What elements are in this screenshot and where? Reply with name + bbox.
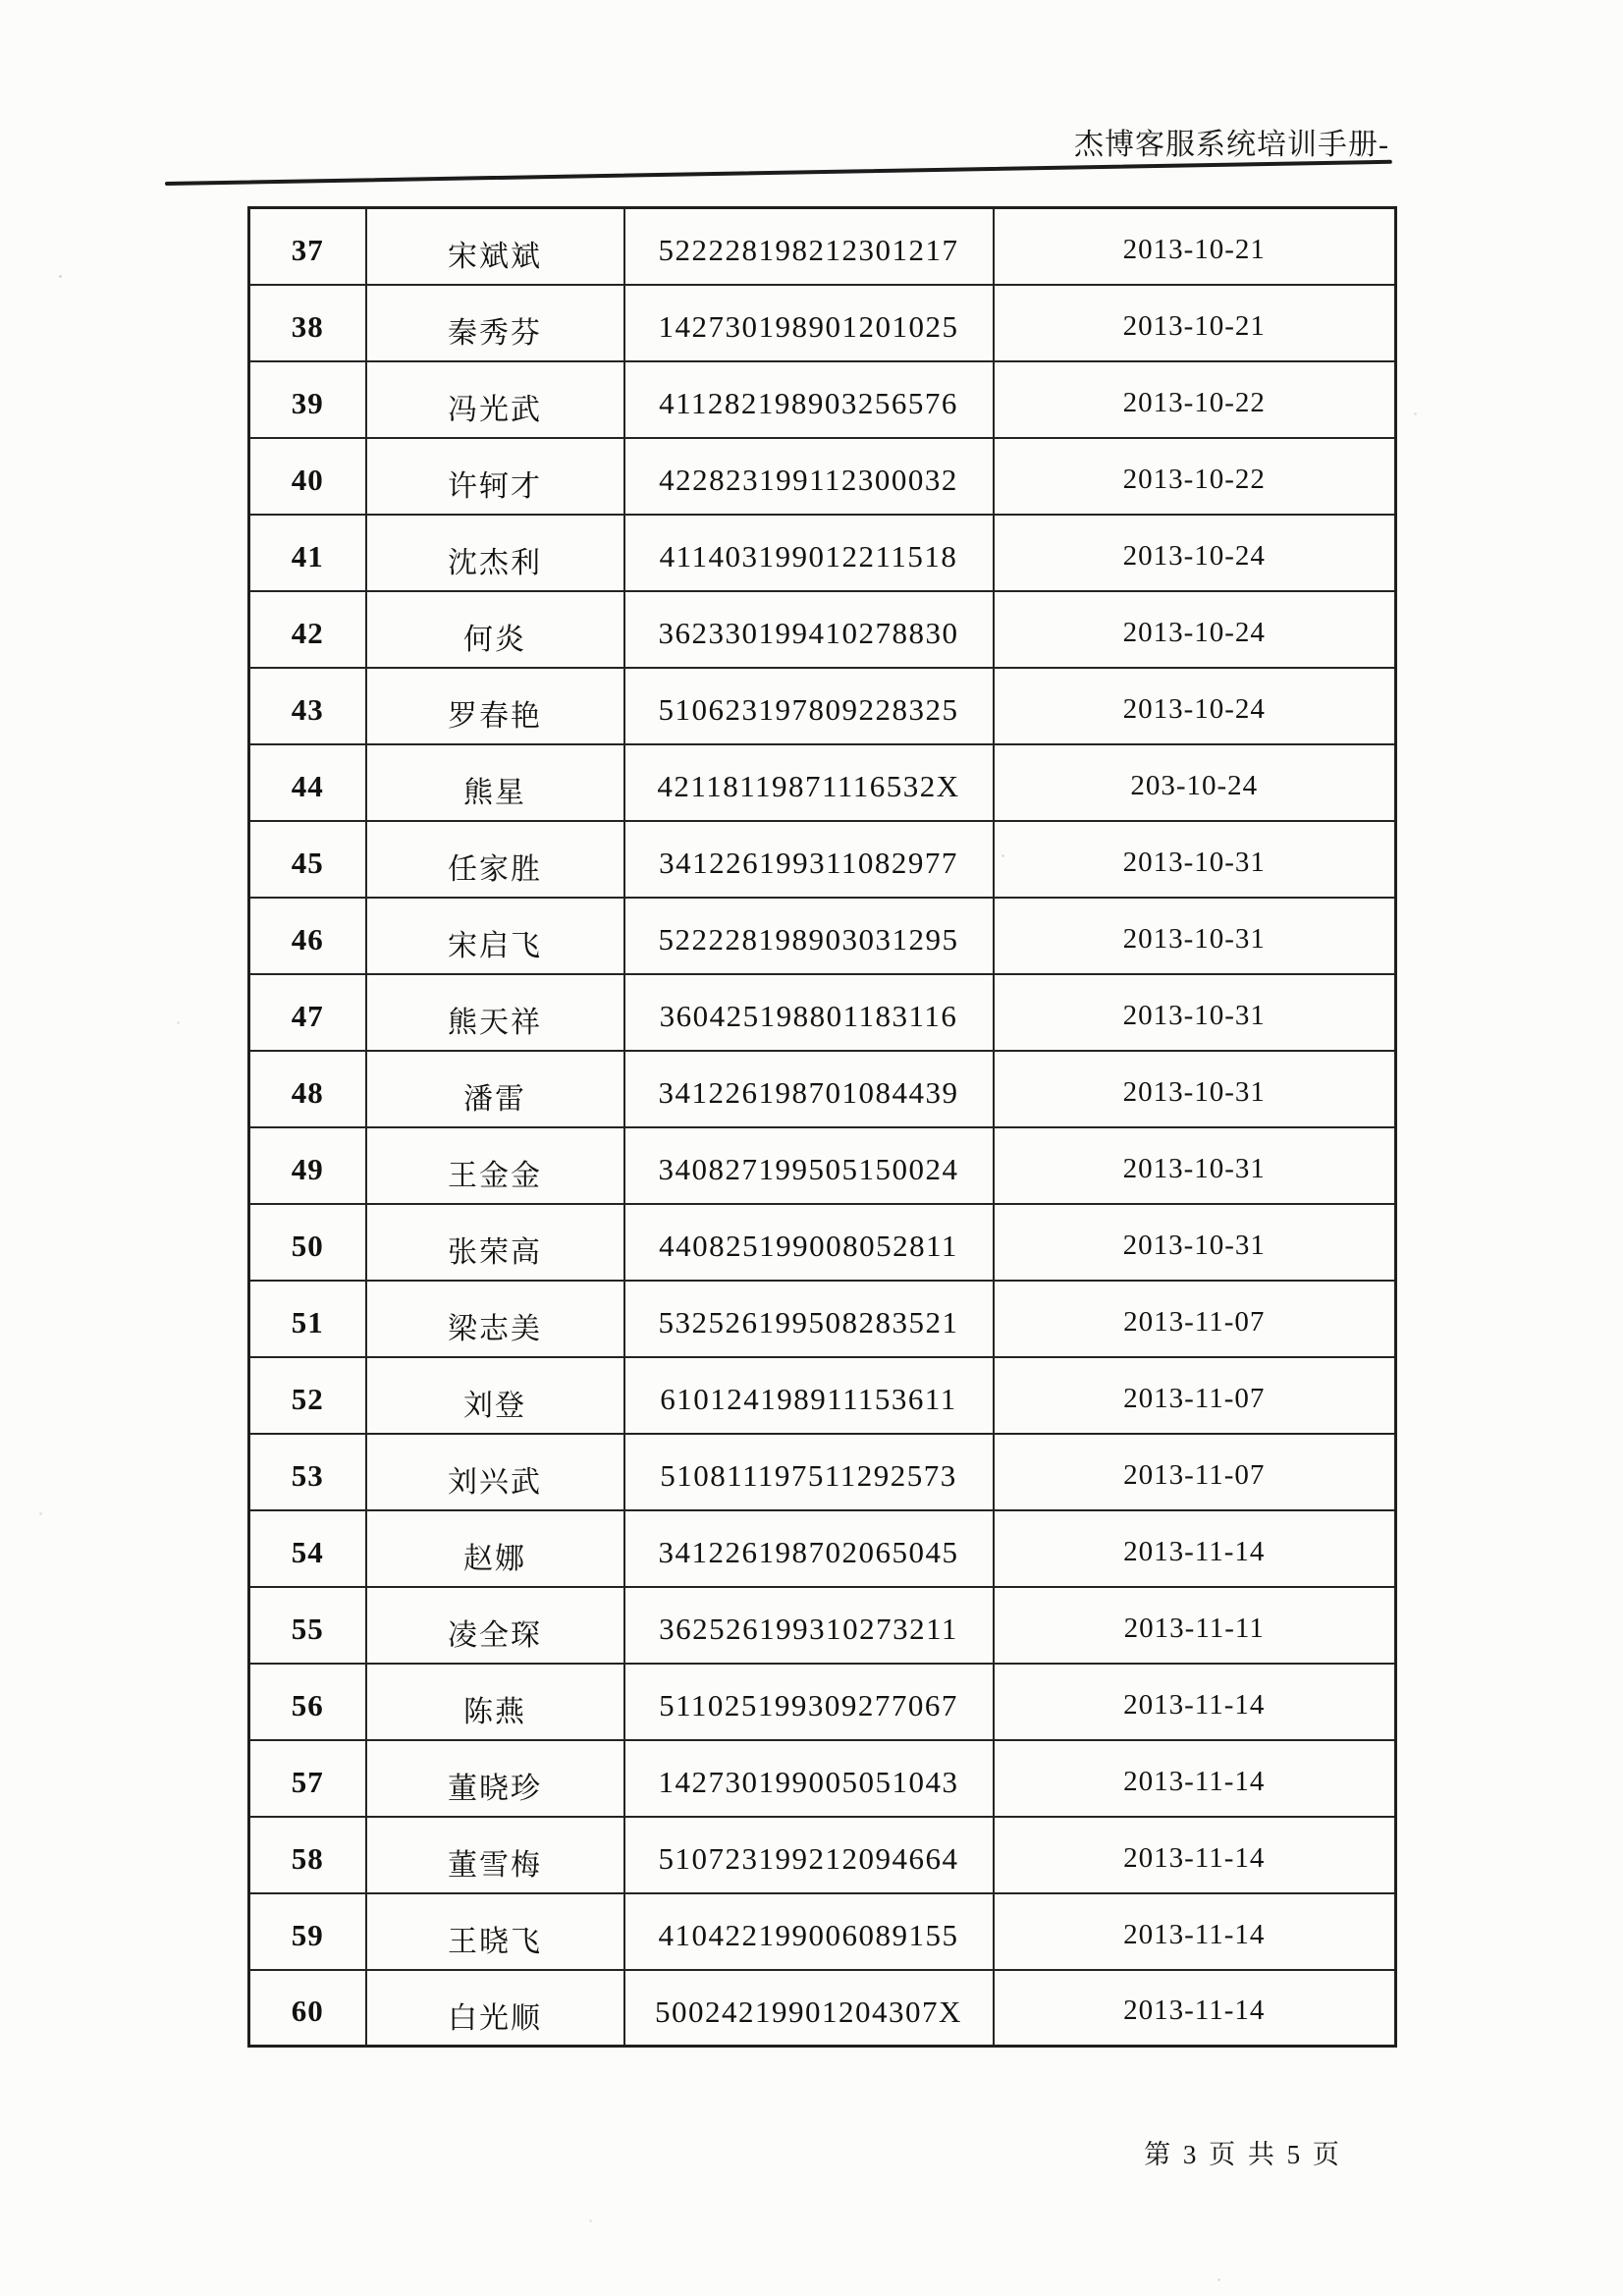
roster-table-body: [249, 208, 1396, 2047]
table-row: [249, 1664, 1396, 1740]
cell-id: 50024219901204307X: [624, 1970, 994, 2047]
cell-date: 2013-11-14: [994, 1664, 1396, 1740]
cell-no: 51: [249, 1281, 366, 1357]
cell-name: 白光顺: [366, 1970, 624, 2047]
table-row: [249, 668, 1396, 744]
cell-name: 陈燕: [366, 1664, 624, 1740]
cell-id: 362526199310273211: [624, 1587, 994, 1664]
scan-speckle: [59, 275, 62, 278]
cell-name: 何炎: [366, 591, 624, 668]
table-row: [249, 1587, 1396, 1664]
cell-no: 41: [249, 515, 366, 591]
cell-date: 2013-10-31: [994, 974, 1396, 1051]
table-row: [249, 1434, 1396, 1510]
cell-name: 董雪梅: [366, 1817, 624, 1893]
cell-name: 王晓飞: [366, 1893, 624, 1970]
table-row: [249, 1970, 1396, 2047]
cell-no: 50: [249, 1204, 366, 1281]
table-row: [249, 285, 1396, 361]
cell-no: 60: [249, 1970, 366, 2047]
table-row: [249, 1893, 1396, 1970]
cell-no: 44: [249, 744, 366, 821]
cell-id: 410422199006089155: [624, 1893, 994, 1970]
cell-name: 潘雷: [366, 1051, 624, 1127]
cell-date: 203-10-24: [994, 744, 1396, 821]
cell-id: 341226198702065045: [624, 1510, 994, 1587]
cell-name: 罗春艳: [366, 668, 624, 744]
cell-id: 532526199508283521: [624, 1281, 994, 1357]
cell-date: 2013-10-31: [994, 1204, 1396, 1281]
cell-id: 510623197809228325: [624, 668, 994, 744]
cell-date: 2013-10-24: [994, 668, 1396, 744]
cell-name: 凌全琛: [366, 1587, 624, 1664]
table-row: [249, 974, 1396, 1051]
cell-date: 2013-11-14: [994, 1740, 1396, 1817]
cell-id: 341226199311082977: [624, 821, 994, 898]
table-row: [249, 438, 1396, 515]
cell-id: 142730199005051043: [624, 1740, 994, 1817]
cell-no: 42: [249, 591, 366, 668]
table-row: [249, 515, 1396, 591]
cell-name: 秦秀芬: [366, 285, 624, 361]
cell-name: 熊天祥: [366, 974, 624, 1051]
cell-date: 2013-11-14: [994, 1970, 1396, 2047]
cell-id: 522228198903031295: [624, 898, 994, 974]
cell-no: 45: [249, 821, 366, 898]
table-row: [249, 1281, 1396, 1357]
cell-name: 沈杰利: [366, 515, 624, 591]
cell-date: 2013-10-24: [994, 515, 1396, 591]
cell-date: 2013-11-07: [994, 1281, 1396, 1357]
cell-id: 610124198911153611: [624, 1357, 994, 1434]
cell-id: 411282198903256576: [624, 361, 994, 438]
table-row: [249, 898, 1396, 974]
table-row: [249, 1127, 1396, 1204]
cell-name: 宋斌斌: [366, 208, 624, 285]
cell-date: 2013-11-14: [994, 1510, 1396, 1587]
cell-no: 37: [249, 208, 366, 285]
table-row: [249, 1817, 1396, 1893]
table-row: [249, 1740, 1396, 1817]
cell-date: 2013-11-07: [994, 1357, 1396, 1434]
table-row: [249, 591, 1396, 668]
cell-no: 53: [249, 1434, 366, 1510]
cell-id: 362330199410278830: [624, 591, 994, 668]
cell-no: 56: [249, 1664, 366, 1740]
table-row: [249, 1204, 1396, 1281]
cell-id: 511025199309277067: [624, 1664, 994, 1740]
cell-name: 宋启飞: [366, 898, 624, 974]
table-row: [249, 744, 1396, 821]
table-row: [249, 1051, 1396, 1127]
cell-name: 刘登: [366, 1357, 624, 1434]
cell-no: 49: [249, 1127, 366, 1204]
page-number-footer: 第 3 页 共 5 页: [1144, 2140, 1342, 2169]
cell-no: 57: [249, 1740, 366, 1817]
cell-name: 刘兴武: [366, 1434, 624, 1510]
cell-id: 422823199112300032: [624, 438, 994, 515]
cell-no: 46: [249, 898, 366, 974]
table-row: [249, 821, 1396, 898]
cell-date: 2013-10-22: [994, 438, 1396, 515]
document-header-title: 杰博客服系统培训手册-: [1074, 129, 1389, 161]
cell-date: 2013-10-31: [994, 1051, 1396, 1127]
cell-date: 2013-11-07: [994, 1434, 1396, 1510]
cell-no: 40: [249, 438, 366, 515]
cell-name: 董晓珍: [366, 1740, 624, 1817]
cell-name: 赵娜: [366, 1510, 624, 1587]
cell-date: 2013-10-24: [994, 591, 1396, 668]
cell-name: 冯光武: [366, 361, 624, 438]
cell-date: 2013-11-14: [994, 1893, 1396, 1970]
cell-id: 510723199212094664: [624, 1817, 994, 1893]
cell-name: 熊星: [366, 744, 624, 821]
cell-date: 2013-10-31: [994, 821, 1396, 898]
cell-no: 47: [249, 974, 366, 1051]
roster-table: [247, 206, 1397, 2048]
cell-date: 2013-11-14: [994, 1817, 1396, 1893]
cell-name: 任家胜: [366, 821, 624, 898]
cell-id: 341226198701084439: [624, 1051, 994, 1127]
cell-no: 39: [249, 361, 366, 438]
cell-date: 2013-10-22: [994, 361, 1396, 438]
cell-no: 54: [249, 1510, 366, 1587]
cell-no: 52: [249, 1357, 366, 1434]
cell-id: 42118119871116532X: [624, 744, 994, 821]
table-row: [249, 208, 1396, 285]
cell-no: 38: [249, 285, 366, 361]
table-row: [249, 1510, 1396, 1587]
cell-no: 55: [249, 1587, 366, 1664]
cell-name: 梁志美: [366, 1281, 624, 1357]
cell-id: 142730198901201025: [624, 285, 994, 361]
cell-id: 510811197511292573: [624, 1434, 994, 1510]
cell-id: 522228198212301217: [624, 208, 994, 285]
cell-date: 2013-10-21: [994, 208, 1396, 285]
cell-id: 360425198801183116: [624, 974, 994, 1051]
cell-id: 440825199008052811: [624, 1204, 994, 1281]
cell-name: 王金金: [366, 1127, 624, 1204]
cell-id: 411403199012211518: [624, 515, 994, 591]
cell-name: 张荣高: [366, 1204, 624, 1281]
cell-date: 2013-10-21: [994, 285, 1396, 361]
header-divider-line: [165, 160, 1392, 186]
cell-no: 48: [249, 1051, 366, 1127]
cell-no: 43: [249, 668, 366, 744]
table-row: [249, 1357, 1396, 1434]
cell-date: 2013-11-11: [994, 1587, 1396, 1664]
table-row: [249, 361, 1396, 438]
cell-date: 2013-10-31: [994, 898, 1396, 974]
cell-no: 59: [249, 1893, 366, 1970]
cell-id: 340827199505150024: [624, 1127, 994, 1204]
cell-no: 58: [249, 1817, 366, 1893]
cell-name: 许轲才: [366, 438, 624, 515]
cell-date: 2013-10-31: [994, 1127, 1396, 1204]
